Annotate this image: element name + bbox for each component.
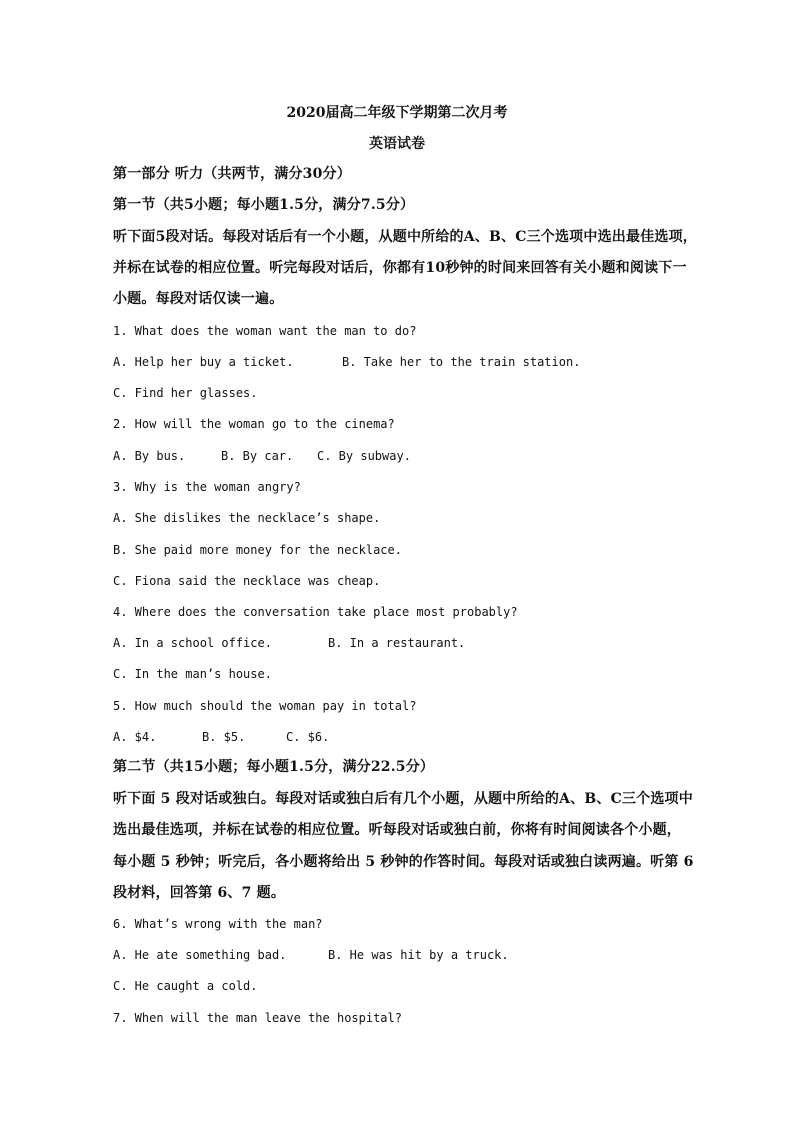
question-5-options-row [113,727,329,747]
option-b: B. By car. [221,449,294,463]
option-b: B. She paid more money for the necklace. [113,543,402,557]
section1-instruction-line: 并标在试卷的相应位置。听完每段对话后，你都有10秒钟的时间来回答有关小题和阅读下一 [113,260,687,276]
exam-title: 2020届高二年级下学期第二次月考 [286,105,508,121]
question-2: 2. How will the woman go to the cinema? [113,417,395,431]
question-4: 4. Where does the conversation take place most probably? [113,605,518,619]
section2-instruction-line: 选出最佳选项，并标在试卷的相应位置。听每段对话或独白前，你将有时间阅读各个小题， [113,822,681,838]
question-1: 1. What does the woman want the man to do? [113,324,417,338]
option-c: C. $6. [286,730,330,744]
option-c: C. By subway. [317,449,411,463]
section2-heading: 第二节（共15小题；每小题1.5分，满分22.5分） [113,759,435,775]
section2-instruction-line: 每小题 5 秒钟；听完后，各小题将给出 5 秒钟的作答时间。每段对话或独白读两遍。听第 6 [113,854,694,870]
option-c: C. Find her glasses. [113,386,258,400]
option-a: A. He ate something bad. [113,948,287,962]
option-b: B. He was hit by a truck. [328,948,509,962]
question-6: 6. What’s wrong with the man? [113,917,323,931]
option-a: A. She dislikes the necklace’s shape. [113,511,381,525]
option-c: C. He caught a cold. [113,979,258,993]
option-c: C. Fiona said the necklace was cheap. [113,574,381,588]
option-a: A. $4. [113,730,157,744]
question-6-options-row [113,945,509,965]
question-1-options-row [113,352,580,372]
question-4-options-row [113,633,465,653]
question-2-options-row [113,446,411,466]
section1-heading: 第一节（共5小题；每小题1.5分，满分7.5分） [113,197,415,213]
option-a: A. Help her buy a ticket. [113,355,294,369]
option-a: A. In a school office. [113,636,272,650]
section2-instruction-line: 听下面 5 段对话或独白。每段对话或独白后有几个小题，从题中所给的A、B、C三个选项中 [113,791,693,807]
section1-instruction-line: 听下面5段对话。每段对话后有一个小题，从题中所给的A、B、C三个选项中选出最佳选项， [113,229,697,245]
section1-instruction-line: 小题。每段对话仅读一遍。 [113,291,284,307]
option-c: C. In the man’s house. [113,667,272,681]
question-5: 5. How much should the woman pay in total? [113,699,417,713]
option-b: B. $5. [202,730,246,744]
option-b: B. Take her to the train station. [342,355,581,369]
option-a: A. By bus. [113,449,186,463]
question-7: 7. When will the man leave the hospital? [113,1011,402,1025]
option-b: B. In a restaurant. [328,636,466,650]
section2-instruction-line: 段材料，回答第 6、7 题。 [113,885,286,901]
question-3: 3. Why is the woman angry? [113,480,301,494]
exam-subtitle: 英语试卷 [369,136,425,152]
part1-heading: 第一部分 听力（共两节，满分30分） [113,166,351,182]
